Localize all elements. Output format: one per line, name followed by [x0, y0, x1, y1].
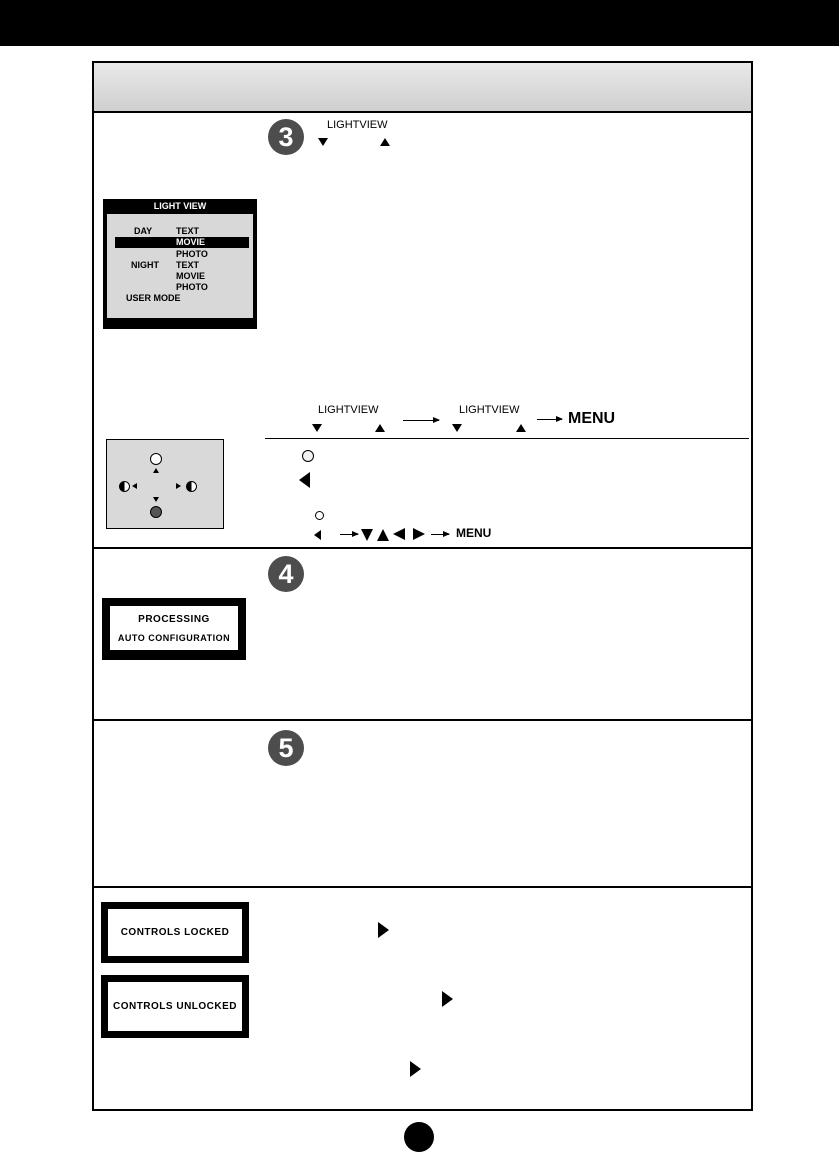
osd-user-mode-label: USER MODE: [126, 293, 181, 303]
triangle-right-icon: [442, 991, 453, 1007]
sun-icon: [315, 511, 324, 520]
osd-night-label: NIGHT: [131, 260, 159, 270]
step-5-number-icon: 5: [268, 730, 304, 766]
triangle-down-icon: [361, 529, 373, 541]
arrow-right-icon: [403, 420, 439, 421]
osd-day-item-selected: MOVIE: [176, 237, 206, 247]
osd-day-label: DAY: [134, 226, 153, 236]
triangle-right-icon: [176, 483, 181, 489]
processing-message-inner: [110, 606, 238, 650]
controls-locked-label: CONTROLS LOCKED: [108, 909, 242, 956]
triangle-right-icon: [410, 1061, 421, 1077]
triangle-left-icon: [314, 530, 321, 540]
table-header-band: [94, 63, 751, 113]
triangle-up-icon: [153, 468, 159, 473]
processing-line-2: AUTO CONFIGURATION: [117, 633, 231, 643]
section-divider: [94, 886, 751, 888]
triangle-down-icon: [452, 424, 462, 432]
triangle-down-icon: [318, 138, 328, 146]
section-divider: [94, 547, 751, 549]
osd-night-item: TEXT: [176, 260, 200, 270]
sun-icon: [150, 453, 162, 465]
lightview-key-label: LIGHTVIEW: [318, 404, 379, 416]
triangle-down-icon: [153, 497, 159, 502]
triangle-down-icon: [312, 424, 322, 432]
triangle-left-icon: [132, 483, 137, 489]
step-3-number-icon: 3: [268, 119, 304, 155]
arrow-right-icon: [431, 534, 449, 535]
arrow-right-icon: [340, 534, 358, 535]
section-divider: [94, 719, 751, 721]
osd-title: LIGHT VIEW: [153, 201, 207, 211]
osd-night-item: PHOTO: [176, 282, 208, 292]
triangle-up-icon: [375, 424, 385, 432]
triangle-up-icon: [377, 529, 389, 541]
osd-night-item: MOVIE: [176, 271, 206, 281]
triangle-up-icon: [380, 138, 390, 146]
triangle-left-icon: [393, 528, 405, 540]
page-number-badge: [404, 1122, 434, 1152]
step-4-number-icon: 4: [268, 556, 304, 592]
lightview-key-label: LIGHTVIEW: [459, 404, 520, 416]
osd-day-item: TEXT: [176, 226, 200, 236]
osd-day-item: PHOTO: [176, 249, 208, 259]
sequence-rule: [265, 438, 749, 439]
top-bar: [0, 0, 839, 46]
arrow-right-icon: [537, 419, 562, 420]
processing-line-1: PROCESSING: [138, 614, 210, 625]
sun-icon: [302, 450, 314, 462]
menu-key-label: MENU: [456, 526, 492, 540]
triangle-right-icon: [413, 528, 425, 540]
half-circle-icon: [186, 481, 197, 492]
triangle-up-icon: [516, 424, 526, 432]
triangle-right-icon: [378, 922, 389, 938]
lightview-key-label: LIGHTVIEW: [327, 119, 388, 131]
menu-key-label: MENU: [568, 410, 616, 427]
half-circle-icon: [119, 481, 130, 492]
sun-icon: [150, 506, 162, 518]
controls-unlocked-label: CONTROLS UNLOCKED: [108, 982, 242, 1031]
triangle-left-icon: [299, 472, 310, 488]
